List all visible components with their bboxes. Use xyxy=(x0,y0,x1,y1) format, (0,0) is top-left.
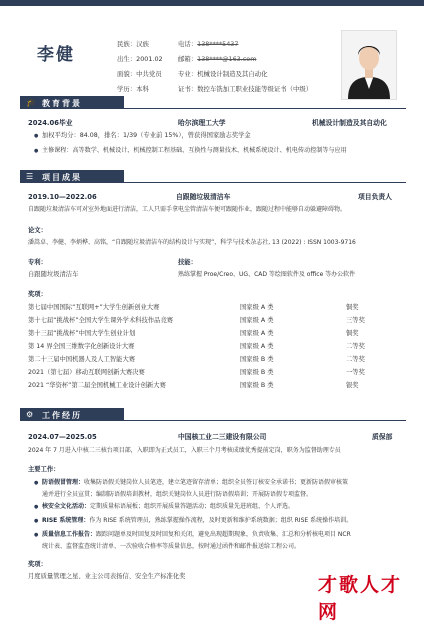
education-section-header xyxy=(20,96,406,109)
email-label: 邮箱： xyxy=(178,55,198,63)
duty-text: 作为 RISE 系统管理员，熟练掌握操作流程，及时更新和维护系统数据；组织 RISE 系统操作培训。 xyxy=(89,517,353,524)
paper-label: 论文： xyxy=(28,227,47,234)
award-rank: 铜奖 xyxy=(346,330,359,337)
award-name: 第七届中国国际“互联网+”大学生创新创业大赛 xyxy=(28,304,160,311)
phone-label: 电话： xyxy=(178,40,198,48)
bullet-icon: ● xyxy=(34,532,39,538)
duty-text-continued: 通并进行全员宣贯；编制防语假培训教材，组织关键岗位人员进行防语假培训；开展防语假专项监督。 xyxy=(42,491,313,498)
graduation-cap-icon: 🎓 xyxy=(26,98,36,107)
phone-field xyxy=(178,39,238,48)
patent-label: 专利： xyxy=(28,259,47,266)
award-name: 2021（第七届）移动互联网创新大赛决赛 xyxy=(28,369,145,376)
politics-field: 面貌：中共党员 xyxy=(117,70,162,78)
work-role: 质保部 xyxy=(372,433,393,441)
major-field: 专业：机械设计制造及其自动化 xyxy=(178,70,268,78)
duty-text: 定期质量标语展板；组织开展质量答题活动；组织质量先进班组、个人评选。 xyxy=(90,503,295,510)
phone-value: 138****5437 xyxy=(197,40,239,48)
patent-value: 自跟随垃圾清洁车 xyxy=(28,271,79,278)
cert-field: 证书：数控车铣加工职业技能等级证书（中级） xyxy=(178,85,313,93)
award-rank: 铜奖 xyxy=(346,304,359,311)
person-photo-icon xyxy=(342,31,396,99)
award-name: 第十七届“挑战杯”全国大学生课外学术科技作品竞赛 xyxy=(28,317,174,324)
duty-item xyxy=(42,502,294,511)
nation-field: 民族：汉族 xyxy=(117,40,149,48)
award-level: 国家级 A 类 xyxy=(240,343,274,350)
work-section-title: 工作经历 xyxy=(42,411,82,420)
duty-text: 跟踪问题单及时回复及时回复和关闭，避免出现超期现象，负责收集、汇总和分析核电项目 NCR xyxy=(96,531,351,538)
award-name: 2021 “华资杯”第二届全国机械工业设计创新大赛 xyxy=(28,382,166,389)
awards-label: 奖项： xyxy=(28,291,47,298)
profile-photo xyxy=(341,30,397,100)
list-icon: ☰ xyxy=(26,172,34,181)
duty-text: 收集防语假关键岗位人员笔迹，建立笔迹留存清单；组织全员签订核安全承诺书；更新防语假审核策 xyxy=(84,479,349,486)
award-rank: 三等奖 xyxy=(346,317,365,324)
email-value: 138****@163.com xyxy=(197,55,257,63)
education-date: 2024.06毕业 xyxy=(28,119,73,127)
education-courses: 主修课程：高等数学、机械设计、机械控制工程基础、互换性与测量技术、机械系统设计、机电传动控制等与应用 xyxy=(42,147,347,154)
project-name: 自跟随垃圾清洁车 xyxy=(176,193,231,201)
site-logo-text: 才歌人才网 xyxy=(318,574,403,623)
duty-item xyxy=(42,478,348,487)
bullet-icon: ● xyxy=(34,133,39,139)
award-name: 第十三届“挑战杯”中国大学生创业计划 xyxy=(28,330,136,337)
top-accent-bar xyxy=(0,0,424,6)
email-field xyxy=(178,54,256,63)
site-logo-watermark xyxy=(314,566,422,623)
education-school: 哈尔滨理工大学 xyxy=(178,119,226,127)
project-date: 2019.10—2022.06 xyxy=(28,193,97,201)
education-gpa: 加权平均分：84.08，排名：1/39（专业前 15%），曾获得国家励志奖学金 xyxy=(42,132,251,139)
award-level: 国家级 A 类 xyxy=(240,330,274,337)
award-level: 国家级 B 类 xyxy=(240,356,274,363)
project-role: 项目负责人 xyxy=(358,193,392,201)
skill-value: 熟练掌握 Proe/Creo、UG、CAD 等绘图软件及 office 等办公软件 xyxy=(178,271,356,278)
award-rank: 二等奖 xyxy=(346,356,365,363)
work-awards-label: 奖项： xyxy=(28,561,47,568)
work-award-value: 月度质量管理之星、业主公司表扬信、安全生产标准化奖 xyxy=(28,573,186,580)
duty-item xyxy=(42,516,352,525)
duty-title: 质量信息工作报告： xyxy=(42,531,97,538)
duty-title: 核安全文化活动： xyxy=(42,503,91,510)
work-intro: 2024 年 7 月进入中核二三核台项目部，入职即为正式员工，入职三个月考核成绩优秀提前定岗，职务为监督助理专员 xyxy=(28,447,341,454)
education-major: 机械设计制造及其自动化 xyxy=(312,119,387,127)
work-section-header xyxy=(20,408,406,421)
projects-section-header xyxy=(20,170,406,183)
award-level: 国家级 A 类 xyxy=(240,317,274,324)
paper-citation: 潘嵩卓、李健、李炳桦、高铭，“自跟随垃圾清洁车的结构设计与实现”，科学与技术杂志社, 13 (2022) : ISSN 1003-9716 xyxy=(28,239,356,246)
project-description: 自跟随垃圾清洁车可对室外地面进行清洁，工人只需手拿电尘管清洁车便可跟随作业，跟随过程中能够自动躲避障碍物。 xyxy=(28,206,347,213)
award-level: 国家级 A 类 xyxy=(240,304,274,311)
award-rank: 二等奖 xyxy=(346,343,365,350)
gear-icon: ⚙ xyxy=(26,410,34,419)
resume-name: 李健 xyxy=(37,45,75,65)
duties-label: 主要工作： xyxy=(28,466,60,473)
education-section-title: 教育背景 xyxy=(42,99,82,108)
degree-field: 学历：本科 xyxy=(117,85,149,93)
duty-title: 防语假冒管理： xyxy=(42,479,85,486)
award-name: 第二十三届中国机器人及人工智能大赛 xyxy=(28,356,136,363)
award-name: 第 14 界全国三维数字化创新设计大赛 xyxy=(28,343,135,350)
award-rank: 银奖 xyxy=(346,382,359,389)
birth-field: 出生：2001.02 xyxy=(117,55,163,63)
duty-text-continued: 统计表、监督监查统计清单、一次验收合格率等质量信息，按时通过函件和邮件报送给工程公司。 xyxy=(42,543,301,550)
duty-item xyxy=(42,530,351,539)
bullet-icon: ● xyxy=(34,518,39,524)
work-date: 2024.07—2025.05 xyxy=(28,433,97,441)
duty-title: RISE 系统管理： xyxy=(42,517,90,524)
bullet-icon: ● xyxy=(34,480,39,486)
award-level: 国家级 B 类 xyxy=(240,369,274,376)
work-company: 中国核工业二三建设有限公司 xyxy=(178,433,267,441)
bullet-icon: ● xyxy=(34,148,39,154)
award-rank: 一等奖 xyxy=(346,369,365,376)
bullet-icon: ● xyxy=(34,504,39,510)
award-level: 国家级 B 类 xyxy=(240,382,274,389)
skill-label: 技能： xyxy=(178,259,197,266)
projects-section-title: 项目成果 xyxy=(42,173,82,182)
